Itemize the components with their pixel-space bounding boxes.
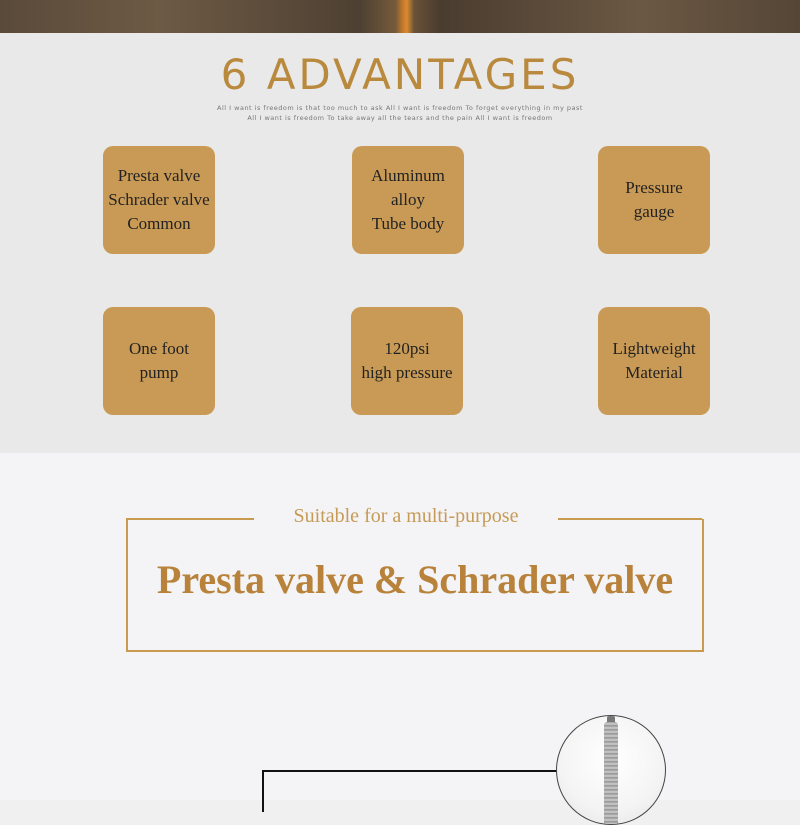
subtitle-line-2: All I want is freedom To take away all the tears and the pain All I want is freedom — [247, 114, 553, 122]
card-line: Aluminum — [371, 166, 445, 185]
card-line: Material — [625, 363, 683, 382]
advantage-card-aluminum — [352, 146, 464, 254]
valve-stem-icon — [604, 722, 618, 825]
light-glow — [396, 0, 414, 33]
card-line: Presta valve — [117, 166, 201, 185]
card-line: Pressure — [625, 178, 683, 197]
card-line: 120psi — [384, 339, 430, 358]
advantage-card-valves — [103, 146, 215, 254]
card-line: pump — [139, 363, 179, 382]
card-line: Common — [127, 214, 191, 233]
advantage-card-gauge — [598, 146, 710, 254]
card-line: high pressure — [361, 363, 453, 382]
card-line: alloy — [391, 190, 425, 209]
frame-top-left-rule — [126, 518, 254, 520]
card-line: Lightweight — [612, 339, 696, 358]
top-photo-strip — [0, 0, 800, 33]
valve-headline: Presta valve & Schrader valve — [156, 557, 674, 602]
valve-zoom-circle — [556, 715, 666, 825]
card-line: gauge — [633, 202, 675, 221]
advantage-card-pressure — [351, 307, 463, 415]
advantage-card-foot-pump — [103, 307, 215, 415]
card-line: Tube body — [371, 214, 445, 233]
frame-label: Suitable for a multi-purpose — [293, 505, 519, 527]
card-line: One foot — [129, 339, 189, 358]
subtitle-line-1: All I want is freedom is that too much to ask All I want is freedom To forget everything in my past — [217, 104, 583, 112]
diagram-outline — [262, 770, 564, 812]
frame-top-right-rule — [558, 518, 702, 520]
card-line: Schrader valve — [108, 190, 210, 209]
page-title: 6 ADVANTAGES — [220, 50, 580, 99]
advantage-card-lightweight — [598, 307, 710, 415]
